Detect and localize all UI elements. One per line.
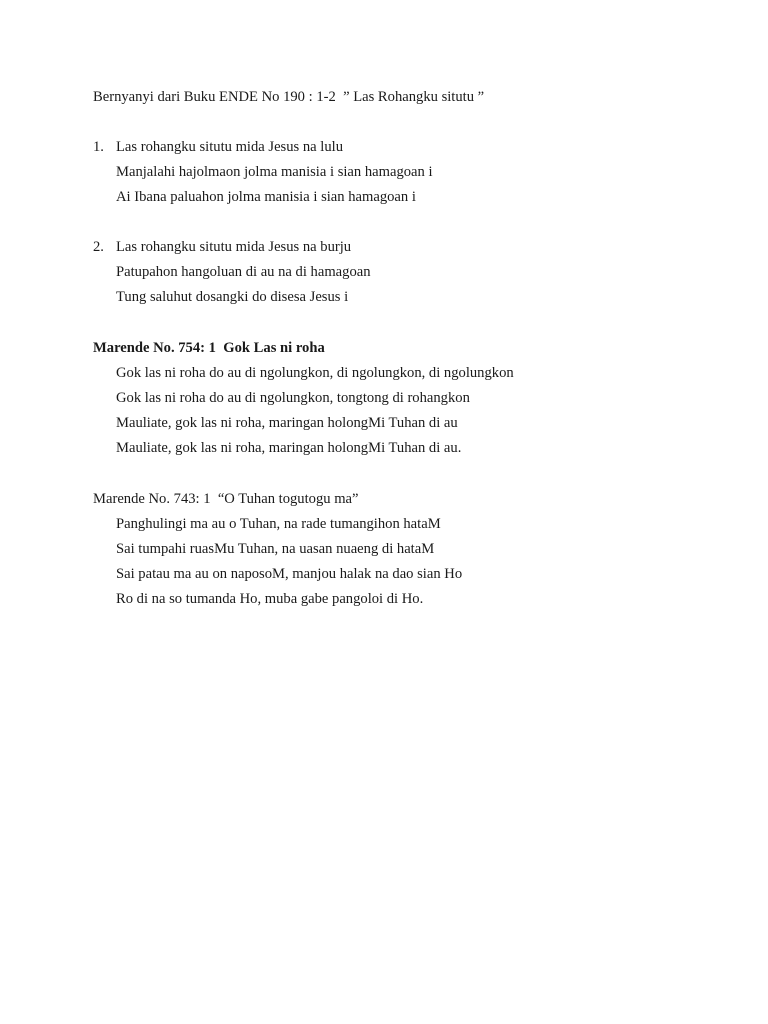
marende-743-line-4: Ro di na so tumanda Ho, muba gabe pangoloi di Ho. bbox=[116, 591, 424, 607]
marende-743-line-3: Sai patau ma au on naposoM, manjou halak na dao sian Ho bbox=[116, 566, 463, 582]
verse-2-line-3: Tung saluhut dosangki do disesa Jesus i bbox=[116, 289, 349, 305]
verse-1-line-2: Manjalahi hajolmaon jolma manisia i sian hamagoan i bbox=[116, 164, 433, 180]
marende-743-heading: Marende No. 743: 1 “O Tuhan togutogu ma” bbox=[93, 491, 359, 507]
verse-2-number: 2. bbox=[93, 239, 104, 255]
verse-1-line-3: Ai Ibana paluahon jolma manisia i sian hamagoan i bbox=[116, 189, 416, 205]
verse-2-line-2: Patupahon hangoluan di au na di hamagoan bbox=[116, 264, 371, 280]
marende-754-line-3: Mauliate, gok las ni roha, maringan holongMi Tuhan di au bbox=[116, 415, 458, 431]
marende-754-line-4: Mauliate, gok las ni roha, maringan holongMi Tuhan di au. bbox=[116, 440, 462, 456]
marende-743-line-1: Panghulingi ma au o Tuhan, na rade tumangihon hataM bbox=[116, 516, 441, 532]
intro-line: Bernyanyi dari Buku ENDE No 190 : 1-2 ” Las Rohangku situtu ” bbox=[93, 89, 485, 105]
verse-1-number: 1. bbox=[93, 139, 104, 155]
marende-743-line-2: Sai tumpahi ruasMu Tuhan, na uasan nuaeng di hataM bbox=[116, 541, 435, 557]
marende-754-line-2: Gok las ni roha do au di ngolungkon, tongtong di rohangkon bbox=[116, 390, 470, 406]
marende-754-line-1: Gok las ni roha do au di ngolungkon, di ngolungkon, di ngolungkon bbox=[116, 365, 514, 381]
verse-1-line-1: Las rohangku situtu mida Jesus na lulu bbox=[116, 139, 343, 155]
marende-754-heading: Marende No. 754: 1 Gok Las ni roha bbox=[93, 340, 325, 356]
verse-2-line-1: Las rohangku situtu mida Jesus na burju bbox=[116, 239, 352, 255]
